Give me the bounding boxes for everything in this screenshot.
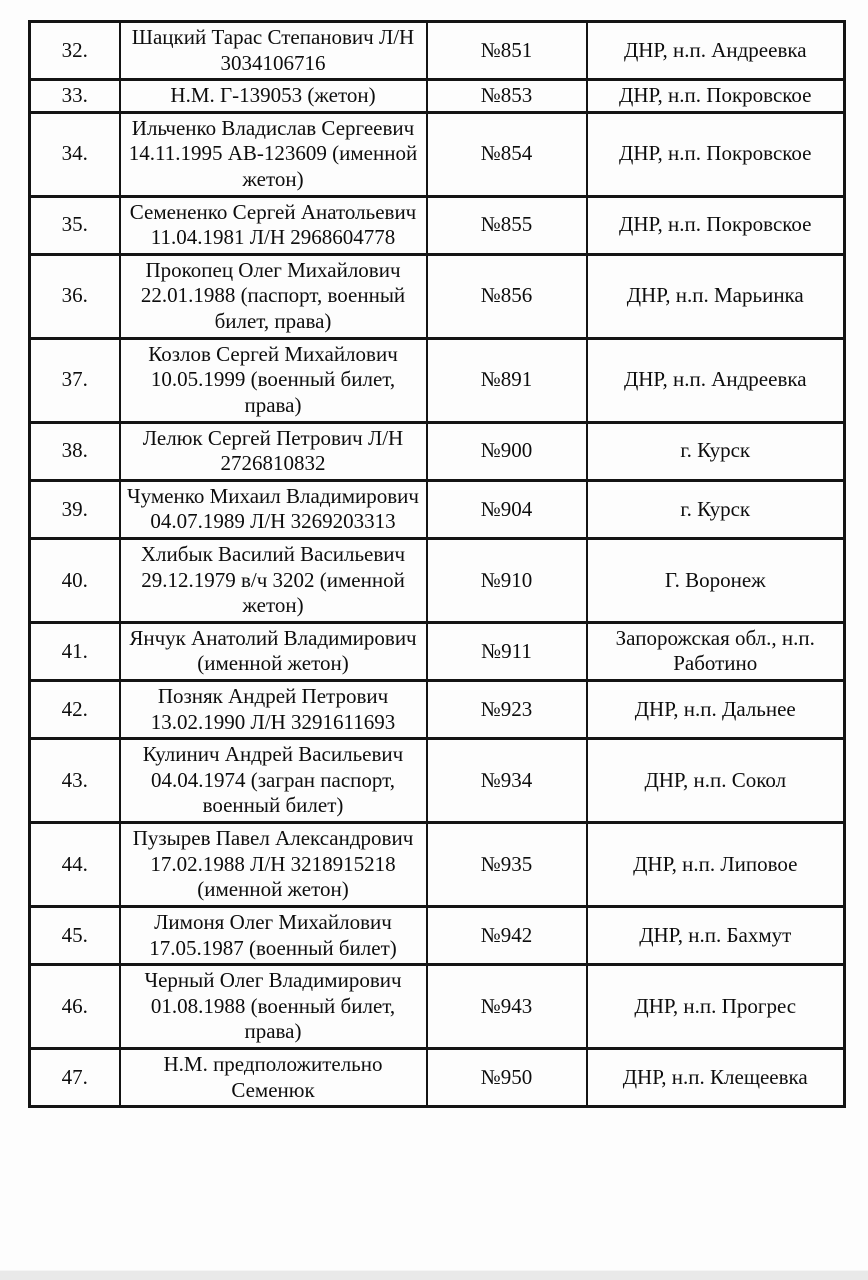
- location-cell: ДНР, н.п. Андреевка: [587, 338, 845, 422]
- tag-number-cell: №900: [427, 422, 587, 480]
- location-cell: ДНР, н.п. Дальнее: [587, 681, 845, 739]
- location-cell: ДНР, н.п. Марьинка: [587, 254, 845, 338]
- tag-number-cell: №943: [427, 965, 587, 1049]
- location-cell: ДНР, н.п. Клещеевка: [587, 1048, 845, 1106]
- location-cell: ДНР, н.п. Прогрес: [587, 965, 845, 1049]
- row-number-cell: 34.: [30, 112, 120, 196]
- table-row: [30, 1048, 845, 1106]
- location-cell: ДНР, н.п. Покровское: [587, 80, 845, 113]
- person-name-cell: Пузырев Павел Александрович 17.02.1988 Л/Н 3218915218 (именной жетон): [120, 823, 427, 907]
- person-name-cell: Чуменко Михаил Владимирович 04.07.1989 Л/Н 3269203313: [120, 480, 427, 538]
- person-name-cell: Черный Олег Владимирович 01.08.1988 (военный билет, права): [120, 965, 427, 1049]
- location-cell: ДНР, н.п. Липовое: [587, 823, 845, 907]
- row-number-cell: 33.: [30, 80, 120, 113]
- row-number-cell: 32.: [30, 22, 120, 80]
- row-number-cell: 45.: [30, 906, 120, 964]
- row-number-cell: 47.: [30, 1048, 120, 1106]
- person-name-cell: Н.М. Г-139053 (жетон): [120, 80, 427, 113]
- table-row: [30, 338, 845, 422]
- location-cell: ДНР, н.п. Сокол: [587, 739, 845, 823]
- person-name-cell: Семененко Сергей Анатольевич 11.04.1981 Л/Н 2968604778: [120, 196, 427, 254]
- location-cell: ДНР, н.п. Покровское: [587, 196, 845, 254]
- person-name-cell: Лелюк Сергей Петрович Л/Н 2726810832: [120, 422, 427, 480]
- person-name-cell: Козлов Сергей Михайлович 10.05.1999 (военный билет, права): [120, 338, 427, 422]
- person-name-cell: Прокопец Олег Михайлович 22.01.1988 (паспорт, военный билет, права): [120, 254, 427, 338]
- row-number-cell: 37.: [30, 338, 120, 422]
- table-row: [30, 622, 845, 680]
- row-number-cell: 35.: [30, 196, 120, 254]
- person-name-cell: Кулинич Андрей Васильевич 04.04.1974 (загран паспорт, военный билет): [120, 739, 427, 823]
- tag-number-cell: №934: [427, 739, 587, 823]
- tag-number-cell: №935: [427, 823, 587, 907]
- tag-number-cell: №942: [427, 906, 587, 964]
- location-cell: ДНР, н.п. Покровское: [587, 112, 845, 196]
- person-name-cell: Ильченко Владислав Сергеевич 14.11.1995 АВ-123609 (именной жетон): [120, 112, 427, 196]
- tag-number-cell: №854: [427, 112, 587, 196]
- person-name-cell: Лимоня Олег Михайлович 17.05.1987 (военный билет): [120, 906, 427, 964]
- person-name-cell: Н.М. предположительно Семенюк: [120, 1048, 427, 1106]
- location-cell: ДНР, н.п. Бахмут: [587, 906, 845, 964]
- row-number-cell: 41.: [30, 622, 120, 680]
- table-row: [30, 196, 845, 254]
- table-row: [30, 906, 845, 964]
- row-number-cell: 36.: [30, 254, 120, 338]
- row-number-cell: 40.: [30, 538, 120, 622]
- table-row: [30, 254, 845, 338]
- tag-number-cell: №851: [427, 22, 587, 80]
- table-row: [30, 422, 845, 480]
- row-number-cell: 44.: [30, 823, 120, 907]
- location-cell: г. Курск: [587, 422, 845, 480]
- table-row: [30, 112, 845, 196]
- table-row: [30, 965, 845, 1049]
- person-name-cell: Янчук Анатолий Владимирович (именной жетон): [120, 622, 427, 680]
- tag-number-cell: №853: [427, 80, 587, 113]
- person-name-cell: Шацкий Тарас Степанович Л/Н 3034106716: [120, 22, 427, 80]
- tag-number-cell: №911: [427, 622, 587, 680]
- roster-table-body: [30, 22, 845, 1107]
- row-number-cell: 43.: [30, 739, 120, 823]
- prisoner-roster-table: [28, 20, 846, 1108]
- page-bottom-edge: [0, 1270, 868, 1280]
- tag-number-cell: №904: [427, 480, 587, 538]
- location-cell: г. Курск: [587, 480, 845, 538]
- table-row: [30, 80, 845, 113]
- location-cell: ДНР, н.п. Андреевка: [587, 22, 845, 80]
- row-number-cell: 46.: [30, 965, 120, 1049]
- tag-number-cell: №923: [427, 681, 587, 739]
- table-row: [30, 480, 845, 538]
- location-cell: Запорожская обл., н.п. Работино: [587, 622, 845, 680]
- table-row: [30, 681, 845, 739]
- person-name-cell: Хлибык Василий Васильевич 29.12.1979 в/ч 3202 (именной жетон): [120, 538, 427, 622]
- table-row: [30, 823, 845, 907]
- tag-number-cell: №891: [427, 338, 587, 422]
- tag-number-cell: №856: [427, 254, 587, 338]
- location-cell: Г. Воронеж: [587, 538, 845, 622]
- table-row: [30, 538, 845, 622]
- table-row: [30, 22, 845, 80]
- tag-number-cell: №910: [427, 538, 587, 622]
- row-number-cell: 39.: [30, 480, 120, 538]
- tag-number-cell: №855: [427, 196, 587, 254]
- row-number-cell: 42.: [30, 681, 120, 739]
- tag-number-cell: №950: [427, 1048, 587, 1106]
- person-name-cell: Позняк Андрей Петрович 13.02.1990 Л/Н 3291611693: [120, 681, 427, 739]
- table-row: [30, 739, 845, 823]
- row-number-cell: 38.: [30, 422, 120, 480]
